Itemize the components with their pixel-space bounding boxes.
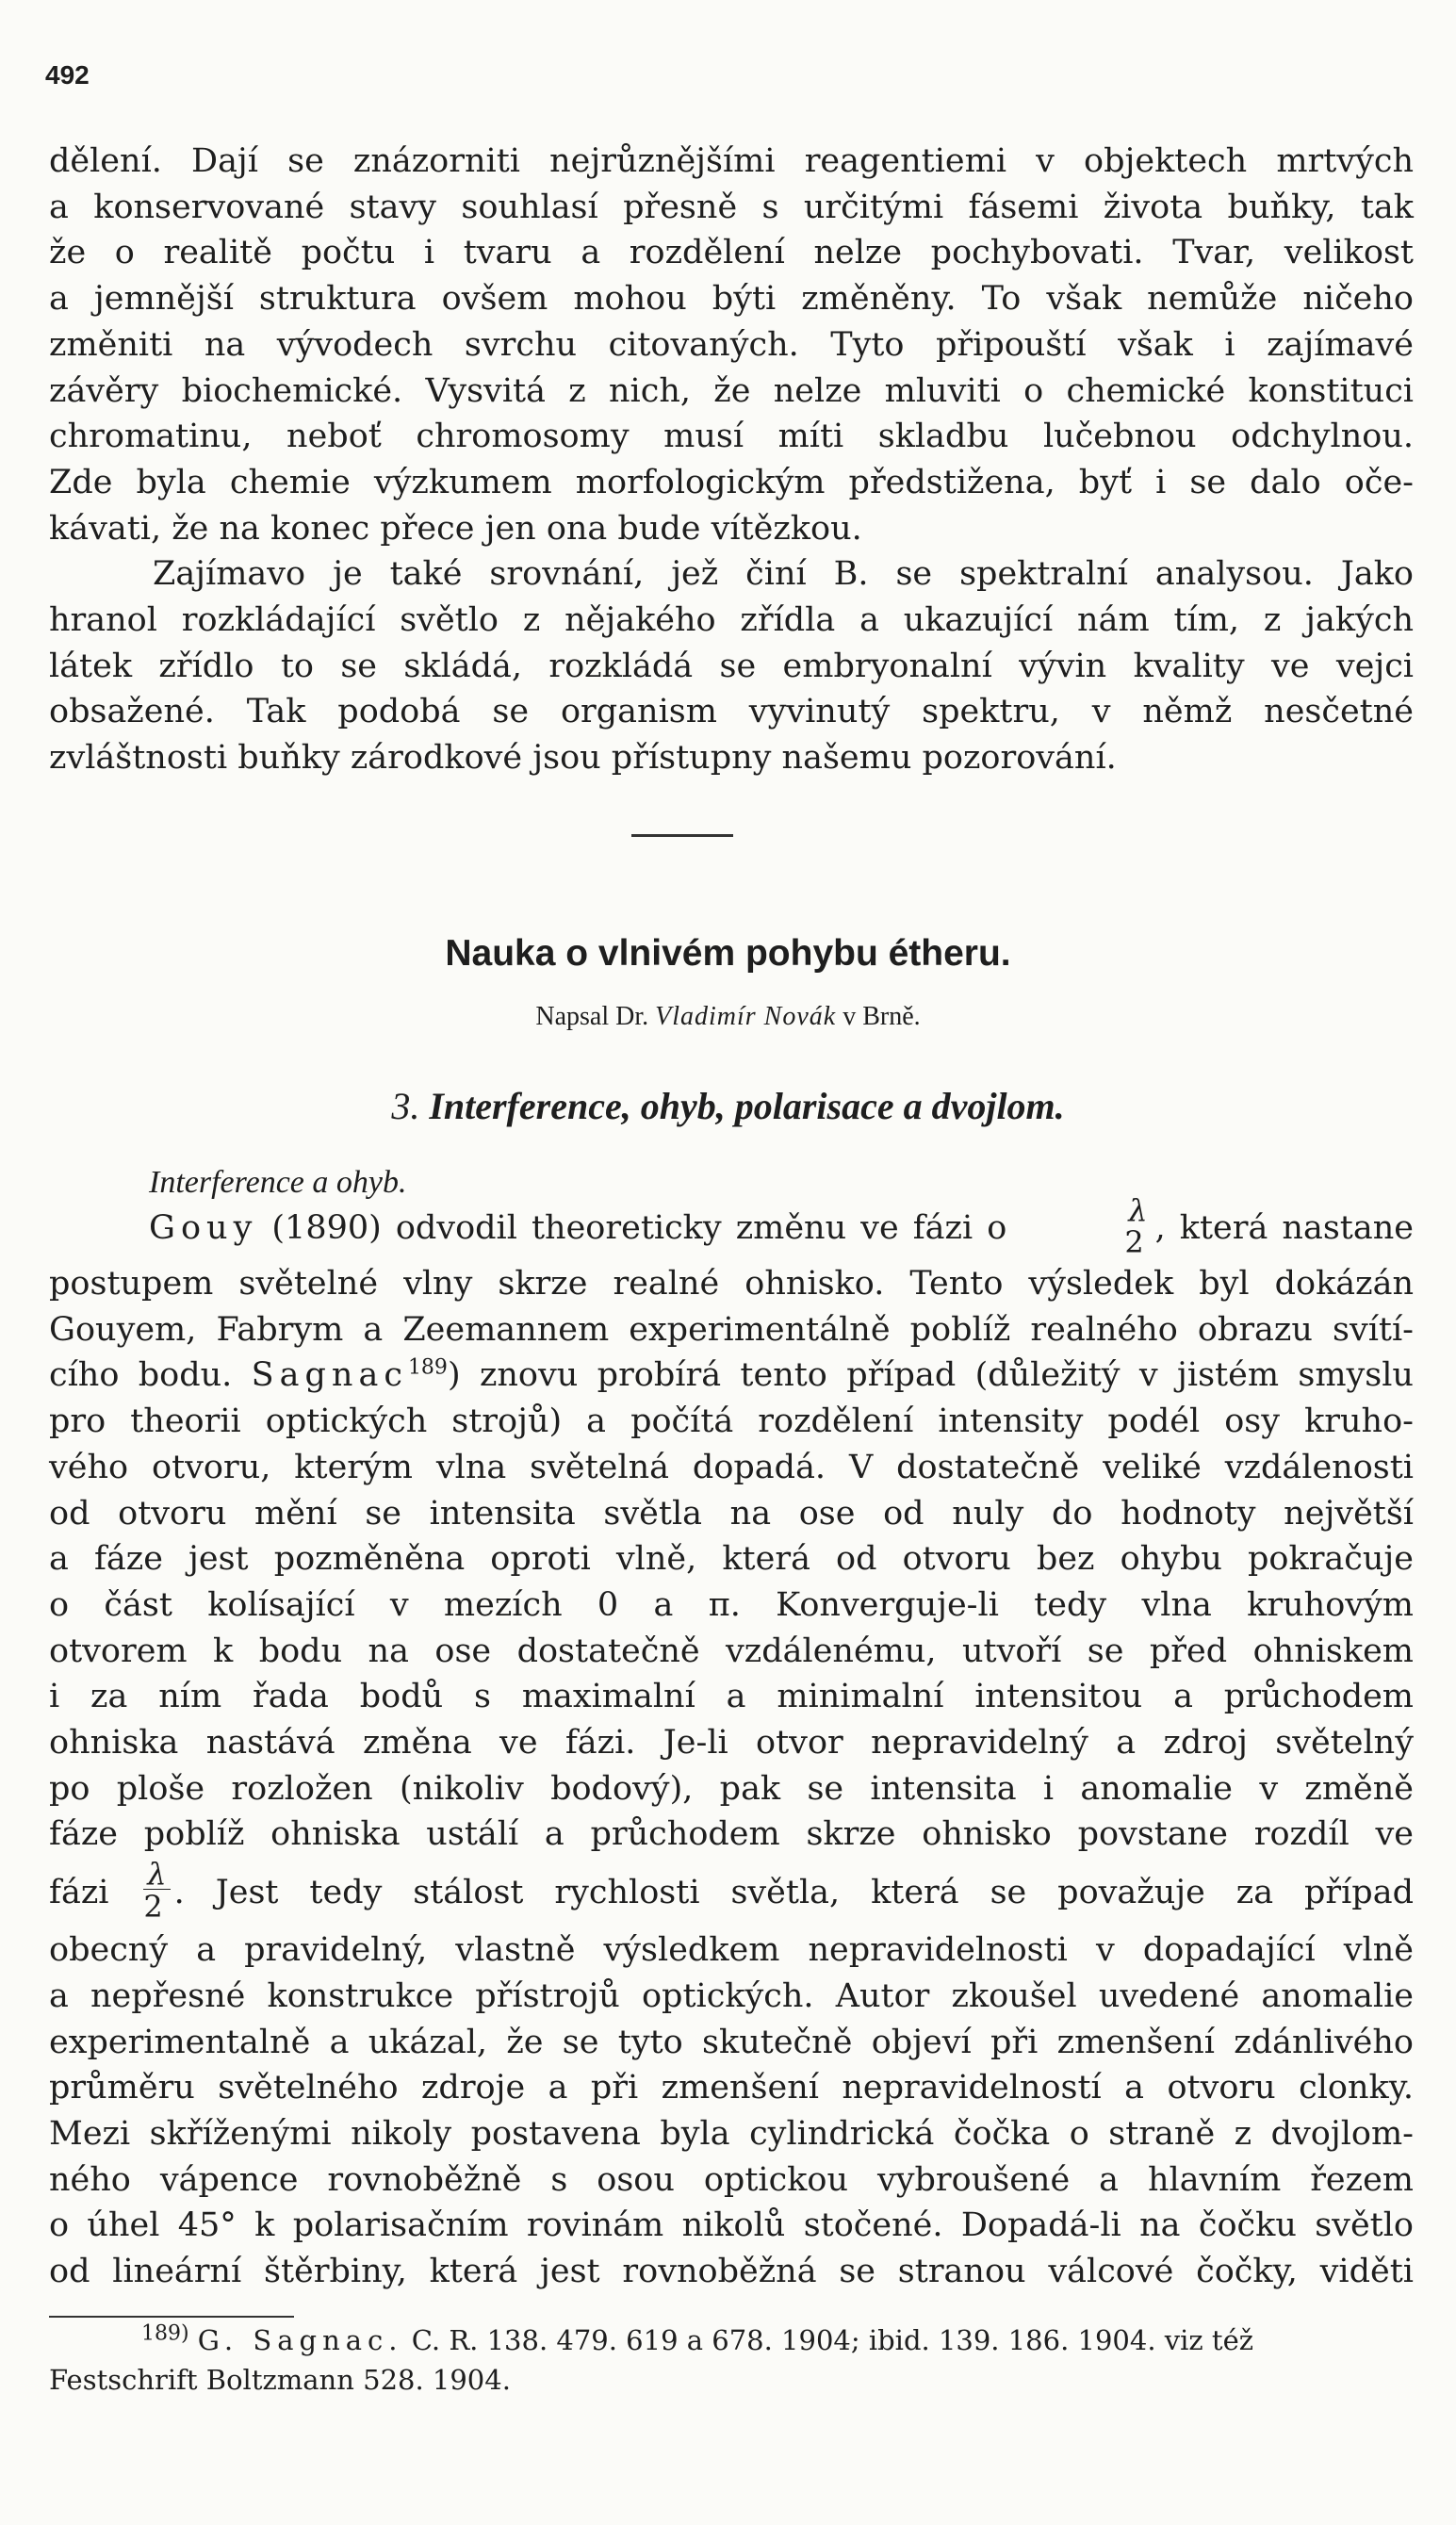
text-line: že o realitě počtu i tvaru a rozdělení nelze pochybovati. Tvar, velikost [49,234,1414,272]
footnote-line [49,2320,1414,2360]
text-line: hranol rozkládající světlo z nějakého zřídla a ukazující nám tím, z jakých [49,601,1414,640]
section-separator [631,834,733,837]
text-span: (1890) odvodil theoreticky změnu ve fázi o [271,1209,1007,1247]
section-title: Interference, ohyb, polarisace a dvojlom. [429,1085,1065,1127]
text-line: Mezi skříženými nikoly postavena byla cylindrická čočka o straně z dvojlom- [49,2114,1414,2153]
page-number: 492 [45,60,90,90]
footnote-marker: 189) [141,2321,189,2346]
text-line: změniti na vývodech svrchu citovaných. Tyto připouští však i zajímavé [49,325,1414,364]
footnote-ref: 189 [407,1355,448,1380]
text-line: a nepřesné konstrukce přístrojů optických. Autor zkoušel uvedené anomalie [49,1976,1414,2015]
text-line: o úhel 45° k polarisačním rovinám nikolů stočené. Dopadá-li na čočku světlo [49,2206,1414,2245]
text-line: kávati, že na konec přece jen ona bude vítězkou. [49,509,862,548]
text-line: a fáze jest pozměněna oproti vlně, která od otvoru bez ohybu pokračuje [49,1540,1414,1579]
fraction-numerator: λ [1128,1191,1148,1228]
byline-suffix: v Brně. [843,1002,921,1031]
article-title: Nauka o vlnivém pohybu étheru. [445,933,1011,974]
text-span: ) znovu probírá tento případ (důležitý v jistém smyslu [447,1356,1414,1395]
fraction-denominator: 2 [1124,1223,1144,1260]
section-heading [0,1084,1456,1128]
text-line: a konservované stavy souhlasí přesně s určitými fásemi života buňky, tak [49,188,1414,226]
text-span: fázi [49,1874,109,1912]
text-line: pro theorii optických strojů) a počítá rozdělení intensity podél osy kruho- [49,1402,1414,1441]
text-span: , která nastane [1154,1209,1414,1247]
footnote-rule [49,2316,294,2318]
text-line: i za ním řada bodů s maximalní a minimalní intensitou a průchodem [49,1678,1414,1716]
text-line: experimentalně a ukázal, že se tyto skutečně objeví při zmenšení zdánlivého [49,2023,1414,2061]
text-line: ného vápence rovnoběžně s osou optickou vybroušené a hlavním řezem [49,2160,1414,2199]
text-span: cího bodu. [49,1356,233,1395]
text-span: . Jest tedy stálost rychlosti světla, která se považuje za případ [173,1874,1414,1912]
text-line: chromatinu, neboť chromosomy musí míti skladbu lučebnou odchylnou. [49,418,1414,456]
text-line: závěry biochemické. Vysvitá z nich, že nelze mluviti o chemické konstituci [49,371,1414,410]
footnote-line: Festschrift Boltzmann 528. 1904. [49,2364,511,2396]
text-line: od otvoru mění se intensita světla na ose od nuly do hodnoty největší [49,1494,1414,1533]
text-line: Zajímavo je také srovnání, jež činí B. se spektralní analysou. Jako [153,555,1414,594]
text-line: dělení. Dají se znázorniti nejrůznějšími reagentiemi v objektech mrtvých [49,142,1414,180]
text-line: fáze poblíž ohniska ustálí a průchodem skrze ohnisko povstane rozdíl ve [49,1815,1414,1854]
byline-prefix: Napsal Dr. [535,1002,649,1031]
text-line: od lineární štěrbiny, která jest rovnoběžná se stranou válcové čočky, viděti [49,2253,1414,2291]
text-line: průměru světelného zdroje a při zmenšení nepravidelností a otvoru clonky. [49,2069,1414,2107]
text-line: obecný a pravidelný, vlastně výsledkem nepravidelnosti v dopadající vlně [49,1931,1414,1970]
text-line [49,1858,1414,1927]
text-line [49,1353,1414,1399]
text-line: postupem světelné vlny skrze realné ohnisko. Tento výsledek byl dokázán [49,1265,1414,1303]
top-paragraph [49,139,1414,781]
fraction-numerator: λ [143,1859,170,1890]
text-line: ohniska nastává změna ve fázi. Je-li otvor nepravidelný a zdroj světelný [49,1724,1414,1763]
text-line: Zde byla chemie výzkumem morfologickým předstižena, byť i se dalo oče- [49,463,1414,501]
text-line: vého otvoru, kterým vlna světelná dopadá. V dostatečně veliké vzdálenosti [49,1448,1414,1486]
text-line: obsažené. Tak podobá se organism vyvinutý spektru, v němž nesčetné [49,693,1414,731]
footnote [49,2320,1414,2400]
author-sagnac: Sagnac [251,1356,408,1395]
text-line: Gouyem, Fabrym a Zeemannem experimentálně poblíž realného obrazu svítí- [49,1310,1414,1349]
text-line: o část kolísající v mezích 0 a π. Konverguje-li tedy vlna kruhovým [49,1585,1414,1624]
text-line: otvorem k bodu na ose dostatečně vzdálenému, utvoří se před ohniskem [49,1631,1414,1670]
lambda-half-fraction [143,1856,170,1926]
text-line: látek zřídlo to se skládá, rozkládá se embryonalní vývin kvality ve vejci [49,647,1414,685]
text-line [49,1191,1414,1261]
byline-author: Vladimír Novák [655,1002,837,1031]
fraction-denominator: 2 [143,1889,163,1926]
footnote-author: G. Sagnac. [197,2324,403,2356]
text-line: zvláštnosti buňky zárodkové jsou přístupny našemu pozorování. [49,739,1117,778]
footnote-citation: C. R. 138. 479. 619 a 678. 1904; ibid. 139. 186. 1904. viz též [411,2324,1254,2356]
body-text [49,1191,1414,2295]
text-line: po ploše rozložen (nikoliv bodový), pak se intensita i anomalie v změně [49,1769,1414,1808]
text-line: a jemnější struktura ovšem mohou býti změněny. To však nemůže ničeho [49,280,1414,319]
section-number: 3. [391,1085,420,1127]
article-byline [0,1002,1456,1032]
author-gouy: Gouy [149,1209,258,1247]
subsection-heading: Interference a ohyb. [149,1165,407,1200]
lambda-half-fraction [1024,1191,1151,1260]
